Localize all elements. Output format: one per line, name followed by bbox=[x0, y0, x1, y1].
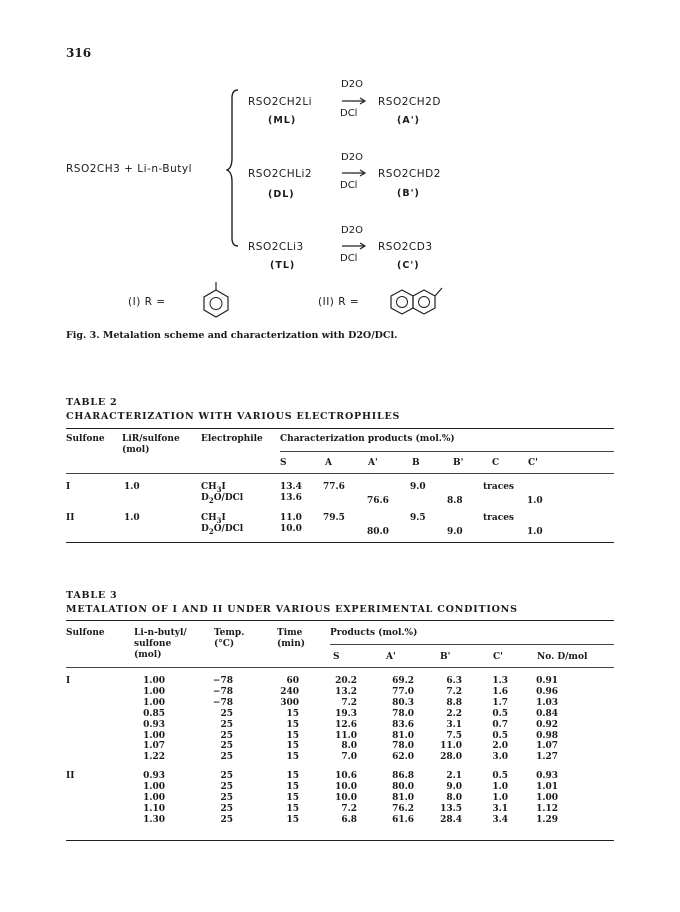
table3-cell: 10.0 bbox=[335, 782, 357, 793]
table3-cell: 69.2 bbox=[392, 676, 414, 686]
table3-cell: 1.00 bbox=[143, 730, 165, 741]
table2-cell: traces bbox=[483, 513, 515, 523]
table3-cell: 3.0 bbox=[492, 752, 508, 763]
table3-cell: 25 bbox=[220, 803, 233, 814]
table3-cell: 1.27 bbox=[536, 752, 558, 763]
table3-cell: 0.93 bbox=[536, 771, 558, 782]
scheme-row2-reagent-bottom: DCl bbox=[340, 180, 358, 191]
table3-header-ratio-1: Li-n-butyl/ bbox=[134, 628, 187, 638]
table3-cell: 25 bbox=[220, 814, 233, 825]
table2-cell: 79.5 bbox=[323, 513, 345, 523]
scheme-row2-right: RSO2CHD2 bbox=[378, 168, 441, 180]
table3-cell: 15 bbox=[286, 752, 299, 763]
table3-header-ratio-2: sulfone bbox=[134, 639, 172, 649]
table3-top-rule bbox=[66, 620, 614, 621]
table2-header-ratio-unit: (mol) bbox=[122, 445, 150, 455]
scheme-row2-arrow bbox=[340, 168, 368, 178]
table3-cell: 15 bbox=[286, 814, 299, 825]
table2-label: TABLE 2 bbox=[66, 397, 118, 408]
table3-cell: 13.2 bbox=[335, 686, 357, 697]
table3-cell: 15 bbox=[286, 793, 299, 803]
table3-cell: 1.10 bbox=[143, 803, 165, 814]
table2-cell: 77.6 bbox=[323, 482, 345, 492]
table2-cell: 1.0 bbox=[527, 496, 543, 506]
table3-cell: 81.0 bbox=[392, 793, 414, 803]
table2-cell: traces bbox=[483, 482, 515, 492]
table2-header-sulfone: Sulfone bbox=[66, 434, 105, 444]
table3-cell: 25 bbox=[220, 752, 233, 763]
table3-cell: 15 bbox=[286, 771, 299, 782]
table3-cell: 1.03 bbox=[536, 697, 558, 708]
scheme-row3-right: RSO2CD3 bbox=[378, 241, 433, 253]
r-definition-2: (II) R = bbox=[318, 296, 360, 308]
table3-header-products: Products (mol.%) bbox=[330, 628, 418, 638]
table3-cell: 25 bbox=[220, 782, 233, 793]
scheme-row3-reagent-top: D2O bbox=[341, 225, 363, 236]
table2-col-S: S bbox=[280, 458, 287, 468]
table3-cell: 6.3 bbox=[446, 676, 462, 686]
table2-cell-ratio: 1.0 bbox=[124, 482, 140, 492]
table3-cell: 2.0 bbox=[492, 741, 508, 752]
table3-cell: 0.7 bbox=[492, 719, 508, 730]
table3-header-ratio-3: (mol) bbox=[134, 650, 162, 660]
table3-cell: 62.0 bbox=[392, 752, 414, 763]
scheme-row1-right-label: (A') bbox=[397, 115, 420, 126]
table3-col-B-prime: B' bbox=[440, 652, 451, 662]
table3-cell: −78 bbox=[212, 697, 233, 708]
table3-cell: 0.93 bbox=[143, 719, 165, 730]
table3-cell: 25 bbox=[220, 719, 233, 730]
scheme-row2-right-label: (B') bbox=[397, 188, 420, 199]
table3-cell: 8.0 bbox=[446, 793, 462, 803]
table3-cell: 20.2 bbox=[335, 676, 357, 686]
table3-cell: 1.3 bbox=[492, 676, 508, 686]
page-number: 316 bbox=[66, 46, 92, 60]
table3-cell: 0.92 bbox=[536, 719, 558, 730]
r-definition-1: (I) R = bbox=[128, 296, 166, 308]
table2-header-electrophile: Electrophile bbox=[201, 434, 263, 444]
scheme-row1-reagent-bottom: DCl bbox=[340, 108, 358, 119]
table3-cell: 7.0 bbox=[341, 752, 357, 763]
table2-col-C-prime: C' bbox=[528, 458, 538, 468]
table3-cell: 7.2 bbox=[446, 686, 462, 697]
table3-cell: −78 bbox=[212, 686, 233, 697]
table2-cell: 1.0 bbox=[527, 527, 543, 537]
table3-header-temp-2: (°C) bbox=[214, 639, 235, 649]
table3-cell: 1.7 bbox=[492, 697, 508, 708]
table3-cell: 9.0 bbox=[446, 782, 462, 793]
table2-cell: 8.8 bbox=[447, 496, 463, 506]
table3-cell: 12.6 bbox=[335, 719, 357, 730]
table3-cell: 15 bbox=[286, 782, 299, 793]
table3-cell: 0.96 bbox=[536, 686, 558, 697]
table3-cell: 1.30 bbox=[143, 814, 165, 825]
table3-cell: 1.00 bbox=[143, 676, 165, 686]
table3-cell: 77.0 bbox=[392, 686, 414, 697]
table2-cell: 76.6 bbox=[367, 496, 389, 506]
table2-col-A-prime: A' bbox=[368, 458, 378, 468]
table3-col-A-prime: A' bbox=[386, 652, 396, 662]
table3-cell: 15 bbox=[286, 741, 299, 752]
table2-cell: 9.0 bbox=[447, 527, 463, 537]
scheme-row3-left: RSO2CLi3 bbox=[248, 241, 304, 253]
toluene-ring-structure bbox=[198, 280, 238, 318]
table3-cell: 7.2 bbox=[341, 697, 357, 708]
table3-cell: 15 bbox=[286, 803, 299, 814]
table3-cell: 8.0 bbox=[341, 741, 357, 752]
table3-cell: 3.1 bbox=[492, 803, 508, 814]
table3-cell: 78.0 bbox=[392, 741, 414, 752]
table3-cell: 83.6 bbox=[392, 719, 414, 730]
table3-cell-sulfone: I bbox=[66, 676, 71, 686]
table3-cell: 7.5 bbox=[446, 730, 462, 741]
table3-cell: 1.00 bbox=[143, 697, 165, 708]
table3-cell: 28.4 bbox=[440, 814, 462, 825]
table3-col-no-d-per-mol: No. D/mol bbox=[537, 652, 588, 662]
table3-cell: 0.84 bbox=[536, 708, 558, 719]
table2-cell-ratio: 1.0 bbox=[124, 513, 140, 523]
scheme-row2-left-label: (DL) bbox=[268, 189, 295, 200]
table2-cell: 80.0 bbox=[367, 527, 389, 537]
table2-header-ratio: LiR/sulfone bbox=[122, 434, 180, 444]
table3-header-time-2: (min) bbox=[277, 639, 306, 649]
table3-cell: 0.85 bbox=[143, 708, 165, 719]
table3-cell: 240 bbox=[280, 686, 299, 697]
table2-cell: 9.5 bbox=[410, 513, 426, 523]
table2-cell-electrophile: $CH_3I$ bbox=[201, 513, 226, 525]
table3-cell: 0.91 bbox=[536, 676, 558, 686]
table3-title: METALATION OF I AND II UNDER VARIOUS EXPERIMENTAL CONDITIONS bbox=[66, 604, 518, 615]
scheme-row1-arrow bbox=[340, 96, 368, 106]
table3-cell: 80.3 bbox=[392, 697, 414, 708]
table2-col-A: A bbox=[325, 458, 332, 468]
table2-cell-sulfone: I bbox=[66, 482, 71, 492]
table3-cell: 19.3 bbox=[335, 708, 357, 719]
table3-cell: 1.00 bbox=[143, 782, 165, 793]
table2-cell-electrophile: $D_2O$/DCl bbox=[201, 493, 244, 505]
table3-cell: 0.98 bbox=[536, 730, 558, 741]
scheme-row2-left: RSO2CHLi2 bbox=[248, 168, 313, 180]
table3-cell: 2.1 bbox=[446, 771, 462, 782]
table3-cell: 60 bbox=[286, 676, 299, 686]
table2-top-rule bbox=[66, 428, 614, 429]
table2-header-products: Characterization products (mol.%) bbox=[280, 434, 455, 444]
scheme-row3-right-label: (C') bbox=[397, 260, 420, 271]
scheme-row1-reagent-top: D2O bbox=[341, 79, 363, 90]
scheme-row1-left-label: (ML) bbox=[268, 115, 297, 126]
table2-products-rule bbox=[280, 451, 614, 452]
table3-cell: 0.93 bbox=[143, 771, 165, 782]
table3-cell: 86.8 bbox=[392, 771, 414, 782]
table3-cell: 25 bbox=[220, 730, 233, 741]
scheme-row3-reagent-bottom: DCl bbox=[340, 253, 358, 264]
table2-cell: 13.4 bbox=[280, 482, 302, 492]
table3-cell-sulfone: II bbox=[66, 771, 75, 782]
table3-cell: 25 bbox=[220, 708, 233, 719]
table3-label: TABLE 3 bbox=[66, 590, 118, 601]
table3-cell: 0.5 bbox=[492, 771, 508, 782]
table3-cell: 1.22 bbox=[143, 752, 165, 763]
table2-col-C: C bbox=[492, 458, 500, 468]
table3-cell: 10.0 bbox=[335, 793, 357, 803]
table3-header-sulfone: Sulfone bbox=[66, 628, 105, 638]
table3-cell: 0.5 bbox=[492, 708, 508, 719]
table3-cell: 15 bbox=[286, 730, 299, 741]
table3-cell: 25 bbox=[220, 771, 233, 782]
scheme-row1-right: RSO2CH2D bbox=[378, 96, 441, 108]
table3-cell: 3.1 bbox=[446, 719, 462, 730]
methylnaphthalene-ring-structure bbox=[388, 282, 444, 316]
table3-cell: 13.5 bbox=[440, 803, 462, 814]
table3-cell: −78 bbox=[212, 676, 233, 686]
table3-cell: 300 bbox=[280, 697, 299, 708]
table3-cell: 1.0 bbox=[492, 782, 508, 793]
table2-cell: 11.0 bbox=[280, 513, 302, 523]
table2-bottom-rule bbox=[66, 542, 614, 543]
table3-cell: 61.6 bbox=[392, 814, 414, 825]
table3-cell: 1.01 bbox=[536, 782, 558, 793]
scheme-row2-reagent-top: D2O bbox=[341, 152, 363, 163]
scheme-brace bbox=[226, 88, 240, 248]
table3-cell: 81.0 bbox=[392, 730, 414, 741]
table3-header-rule bbox=[66, 667, 614, 668]
scheme-row1-left: RSO2CH2Li bbox=[248, 96, 313, 108]
table3-cell: 8.8 bbox=[446, 697, 462, 708]
table3-cell: 1.00 bbox=[143, 793, 165, 803]
table3-cell: 1.6 bbox=[492, 686, 508, 697]
table3-cell: 1.07 bbox=[536, 741, 558, 752]
table3-cell: 15 bbox=[286, 719, 299, 730]
table3-cell: 1.00 bbox=[536, 793, 558, 803]
table2-cell: 9.0 bbox=[410, 482, 426, 492]
table3-cell: 1.07 bbox=[143, 741, 165, 752]
table2-title: CHARACTERIZATION WITH VARIOUS ELECTROPHILES bbox=[66, 411, 401, 422]
table3-cell: 25 bbox=[220, 793, 233, 803]
table3-products-rule bbox=[330, 644, 614, 645]
table3-cell: 1.29 bbox=[536, 814, 558, 825]
table3-header-temp-1: Temp. bbox=[214, 628, 245, 638]
table2-cell: 10.0 bbox=[280, 524, 302, 534]
scheme-start: RSO2CH3 + Li-n-Butyl bbox=[66, 163, 193, 175]
table2-header-rule bbox=[66, 473, 614, 474]
table3-col-C-prime: C' bbox=[493, 652, 503, 662]
scheme-row3-arrow bbox=[340, 241, 368, 251]
table3-cell: 2.2 bbox=[446, 708, 462, 719]
table2-cell-electrophile: $CH_3I$ bbox=[201, 482, 226, 494]
table3-bottom-rule bbox=[66, 840, 614, 841]
table3-cell: 25 bbox=[220, 741, 233, 752]
table2-col-B-prime: B' bbox=[453, 458, 464, 468]
scheme-row3-left-label: (TL) bbox=[270, 260, 296, 271]
table3-cell: 28.0 bbox=[440, 752, 462, 763]
table3-header-time-1: Time bbox=[277, 628, 303, 638]
table3-cell: 11.0 bbox=[335, 730, 357, 741]
table3-cell: 1.0 bbox=[492, 793, 508, 803]
table3-cell: 10.6 bbox=[335, 771, 357, 782]
table3-cell: 1.12 bbox=[536, 803, 558, 814]
table2-col-B: B bbox=[412, 458, 420, 468]
table3-cell: 1.00 bbox=[143, 686, 165, 697]
table3-cell: 3.4 bbox=[492, 814, 508, 825]
table3-cell: 11.0 bbox=[440, 741, 462, 752]
table3-cell: 78.0 bbox=[392, 708, 414, 719]
table3-cell: 0.5 bbox=[492, 730, 508, 741]
table3-cell: 80.0 bbox=[392, 782, 414, 793]
table3-cell: 6.8 bbox=[341, 814, 357, 825]
figure-caption: Fig. 3. Metalation scheme and characterization with D2O/DCl. bbox=[66, 330, 398, 341]
table2-cell-electrophile: $D_2O$/DCl bbox=[201, 524, 244, 536]
table3-cell: 7.2 bbox=[341, 803, 357, 814]
table3-col-S: S bbox=[333, 652, 340, 662]
table2-cell: 13.6 bbox=[280, 493, 302, 503]
table2-cell-sulfone: II bbox=[66, 513, 75, 523]
table3-cell: 15 bbox=[286, 708, 299, 719]
table3-cell: 76.2 bbox=[392, 803, 414, 814]
